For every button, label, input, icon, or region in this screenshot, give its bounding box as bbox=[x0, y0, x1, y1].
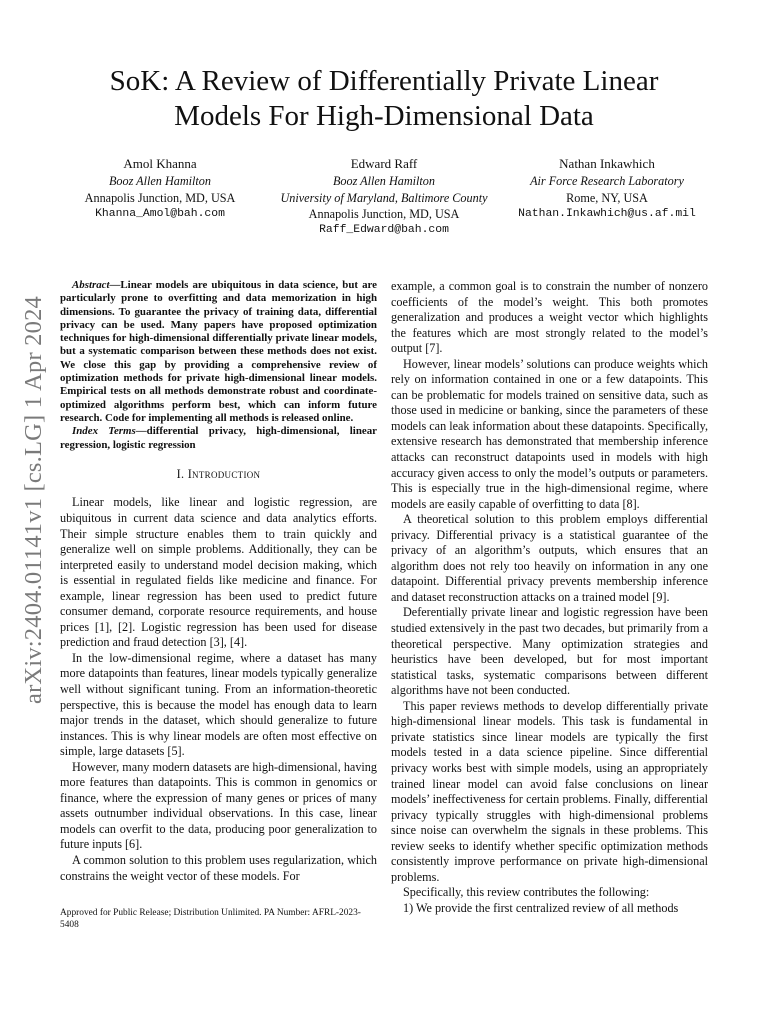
author-1 bbox=[60, 156, 260, 222]
body-paragraph: example, a common goal is to constrain the number of nonzero coefficients of the model’s weight. This both promotes generalization and produces a weight vector which highlights the features which are most strongly related to the model’s output [7]. bbox=[391, 279, 708, 356]
author-email: Raff_Edward@bah.com bbox=[319, 224, 449, 237]
author-affiliation-2: University of Maryland, Baltimore County bbox=[280, 190, 488, 205]
author-email: Nathan.Inkawhich@us.af.mil bbox=[518, 207, 696, 220]
author-email: Khanna_Amol@bah.com bbox=[95, 207, 225, 220]
footnote: Approved for Public Release; Distribution Unlimited. PA Number: AFRL-2023-5408 bbox=[60, 908, 361, 930]
index-terms-text: —differential privacy, high-dimensional, linear regression, logistic regression bbox=[60, 425, 377, 451]
abstract-text: —Linear models are ubiquitous in data science, but are particularly prone to overfitting and data memorization in high dimensions. To guarantee the privacy of training data, differential privacy can be used. Many papers have proposed optimization techniques for high-dimensional differentially private linear models, but a systematic comparison between these methods does not exist. We close this gap by providing a comprehensive review of optimization methods for private high-dimensional linear models. Empirical tests on all methods demonstrate robust and coordinate-optimized algorithms perform best, which can inform future research. Code for implementing all methods is released online. bbox=[60, 279, 377, 424]
abstract-label: Abstract bbox=[72, 279, 110, 291]
index-terms-label: Index Terms bbox=[72, 425, 136, 438]
list-item: 1) We provide the first centralized review of all methods bbox=[403, 900, 679, 915]
abstract bbox=[60, 279, 377, 452]
author-3 bbox=[490, 156, 724, 222]
section-heading-introduction: I. Introduction bbox=[176, 466, 261, 481]
author-2 bbox=[252, 156, 516, 238]
body-paragraph: Linear models, like linear and logistic regression, are ubiquitous in current data science and data analytics efforts. Their simple structure enables them to train quickly and generalize well on simple problems. Additionally, they can be interpreted easily to understand model decision making, which is essential in regulated fields like medicine and finance. For example, linear regression has been used to predict future consumer demand, corporate resource requirements, and house prices [1], [2]. Logistic regression has been used for disease prediction and fraud detection [3], [4]. bbox=[60, 495, 377, 650]
author-location: Rome, NY, USA bbox=[566, 190, 648, 205]
author-affiliation: Air Force Research Laboratory bbox=[530, 174, 684, 189]
author-name: Edward Raff bbox=[350, 156, 418, 171]
right-column bbox=[391, 279, 708, 916]
author-location: Annapolis Junction, MD, USA bbox=[84, 190, 236, 205]
paper-title bbox=[60, 64, 708, 134]
body-paragraph: A theoretical solution to this problem employs differential privacy. Differential privacy is a statistical guarantee of the privacy of an algorithm’s outputs, which ensures that an algorithm does not rely too heavily on information in any one datapoint. Differential privacy prevents membership inference and dataset reconstruction attacks on a trained model [9]. bbox=[391, 512, 708, 604]
arxiv-identifier-stamp: arXiv:2404.01141v1 [cs.LG] 1 Apr 2024 bbox=[20, 296, 47, 704]
author-affiliation: Booz Allen Hamilton bbox=[332, 174, 435, 189]
body-paragraph: Specifically, this review contributes the following: bbox=[403, 885, 650, 900]
paper-title-line-1: SoK: A Review of Differentially Private Linear bbox=[109, 65, 659, 97]
body-paragraph: However, many modern datasets are high-dimensional, having more features than datapoints. This is common in genomics or finance, where the expression of many genes or prices of many assets outnumber individual observations. In this case, linear models can overfit to the data, producing poor generalization to future inputs [6]. bbox=[60, 759, 377, 852]
author-name: Nathan Inkawhich bbox=[559, 156, 655, 171]
body-paragraph: However, linear models’ solutions can produce weights which rely on information contained in one or a few datapoints. This can be problematic for models trained on sensitive data, such as those used in medicine or banking, since the parameters of these models can leak information about these datapoints. Specifically, extensive research has demonstrated that membership inference attacks can reconstruct datapoints used in models with high accuracy given access to only the model’s outputs or parameters. This is especially true in the high-dimensional regime, where models are easily capable of overfitting to data [8]. bbox=[391, 356, 709, 511]
left-column bbox=[60, 279, 377, 884]
author-name: Amol Khanna bbox=[123, 156, 197, 171]
author-affiliation: Booz Allen Hamilton bbox=[108, 174, 211, 189]
paper-title-line-2: Models For High-Dimensional Data bbox=[174, 100, 594, 132]
body-paragraph: This paper reviews methods to develop differentially private high-dimensional linear models. This task is fundamental in private statistics since linear models are typically the first models tested in a data science pipeline. Since differential privacy works best with simple models, using an appropriately trained linear model can avoid false conclusions on linear models’ ineffectiveness for certain problems. Finally, differential privacy typically struggles with high-dimensional problems since noise can overwhelm the signals in these problems. This review seeks to identify whether specific optimization methods consistently improve performance on private high-dimensional problems. bbox=[391, 698, 708, 884]
abstract-paragraph bbox=[60, 279, 377, 425]
body-paragraph: Deferentially private linear and logistic regression have been studied extensively in the past two decades, but primarily from a theoretical perspective. Many optimization strategies and heuristics have been developed, but for most important statistical tasks, systematic comparisons between different algorithms have not been conducted. bbox=[391, 605, 708, 698]
body-paragraph: In the low-dimensional regime, where a dataset has many more datapoints than features, linear models typically generalize well without significant tuning. From an information-theoretic perspective, this is because the model has enough data to learn major trends in the dataset, which should generalize to future instances. This is why linear models are often most effective on simple, large datasets [5]. bbox=[60, 650, 377, 759]
author-location: Annapolis Junction, MD, USA bbox=[308, 206, 460, 221]
index-terms bbox=[60, 425, 377, 452]
body-paragraph: A common solution to this problem uses regularization, which constrains the weight vector of these models. For bbox=[60, 852, 377, 883]
